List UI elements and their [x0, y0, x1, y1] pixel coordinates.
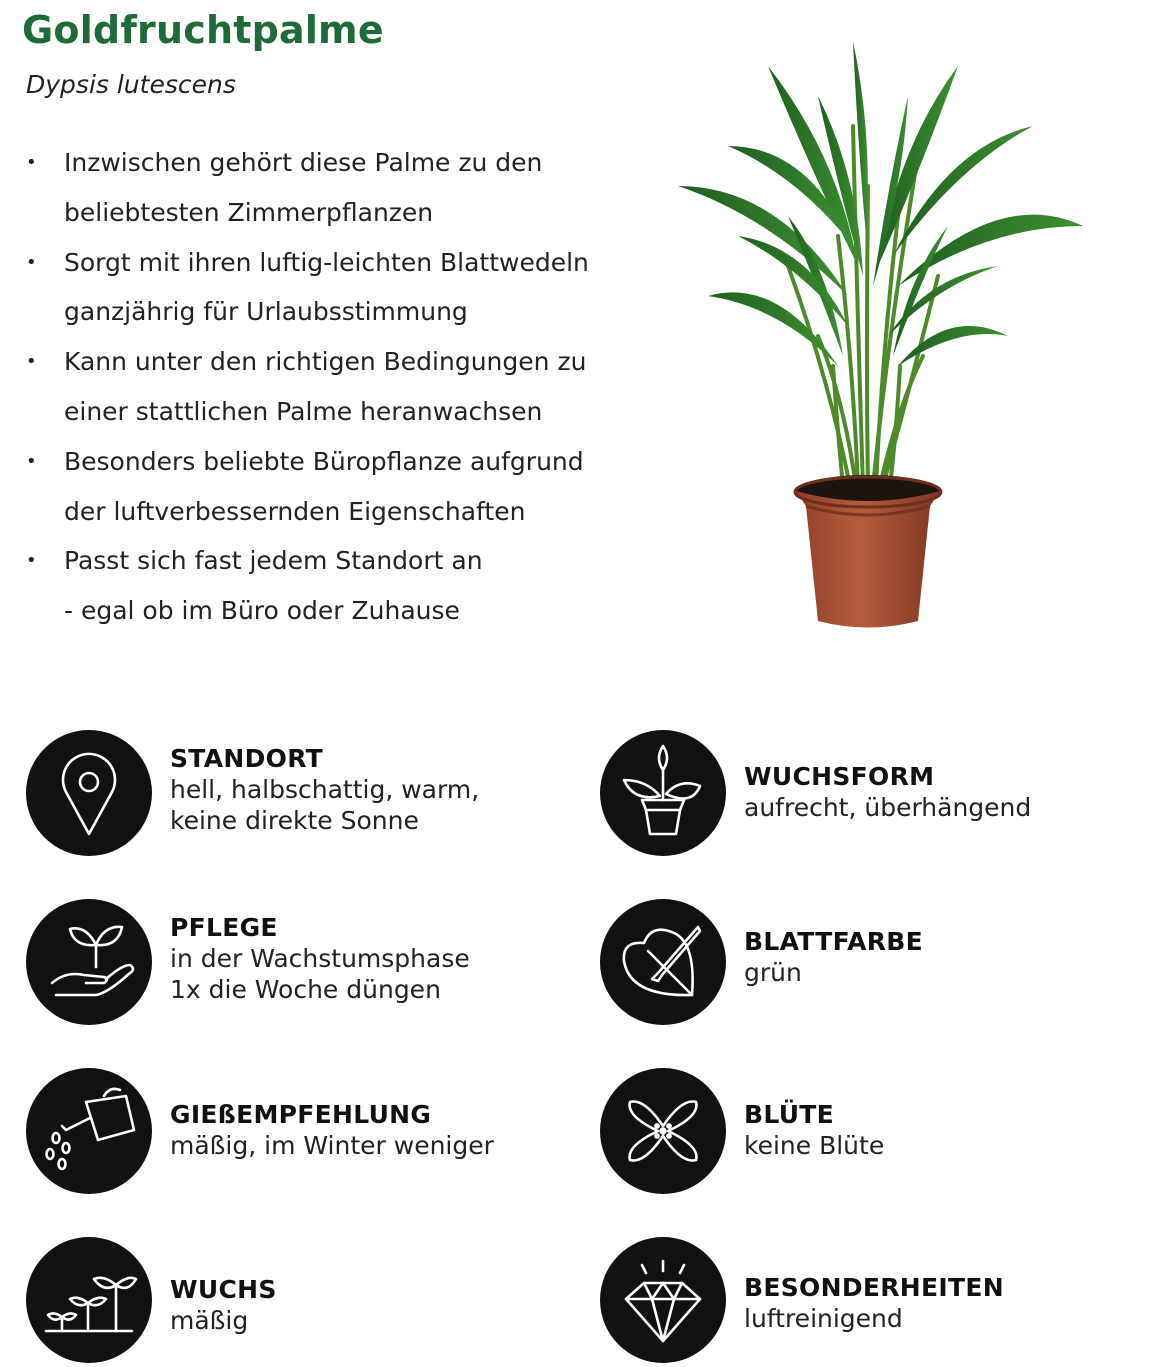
botanical-name: Dypsis lutescens [26, 70, 236, 99]
feature-besonderheiten [600, 1237, 1120, 1367]
location-pin-icon [26, 730, 152, 856]
bullet-line: Besonders beliebte Büropflanze aufgrund [64, 446, 584, 476]
product-title: Goldfruchtpalme [22, 8, 384, 52]
bullet-dot: • [26, 351, 37, 373]
feature-wuchs [26, 1237, 546, 1367]
bullet-line: der luftverbessernden Eigenschaften [64, 496, 526, 526]
bullet-dot: • [26, 550, 37, 572]
feature-desc: in der Wachstumsphase [170, 944, 470, 973]
bullet-line: Inzwischen gehört diese Palme zu den [64, 148, 543, 177]
bullet-item [24, 138, 644, 238]
feature-bluete [600, 1068, 1120, 1198]
growing-plants-icon [26, 1237, 152, 1363]
feature-desc: mäßig [170, 1306, 249, 1335]
feature-desc: luftreinigend [744, 1304, 903, 1333]
feature-desc: 1x die Woche düngen [170, 975, 441, 1004]
feature-giessen [26, 1068, 546, 1198]
watering-can-icon [26, 1068, 152, 1194]
diamond-icon [600, 1237, 726, 1363]
feature-title: BESONDERHEITEN [744, 1273, 1004, 1302]
bullet-item [24, 337, 644, 437]
feature-desc: hell, halbschattig, warm, [170, 775, 480, 804]
feature-title: WUCHSFORM [744, 762, 935, 791]
feature-title: PFLEGE [170, 913, 278, 942]
bullet-line: ganzjährig für Urlaubsstimmung [64, 297, 468, 327]
feature-title: BLATTFARBE [744, 927, 924, 956]
feature-bullet-list [24, 138, 644, 636]
bullet-line: einer stattlichen Palme heranwachsen [64, 396, 543, 426]
bullet-item [24, 536, 644, 636]
hand-sprout-icon [26, 899, 152, 1025]
feature-title: GIEßEMPFEHLUNG [170, 1100, 432, 1129]
bullet-dot: • [26, 152, 37, 173]
bullet-line: beliebtesten Zimmerpflanzen [64, 197, 434, 227]
feature-blattfarbe [600, 899, 1120, 1029]
leaf-brush-icon [600, 899, 726, 1025]
bullet-item [24, 238, 644, 338]
feature-desc: aufrecht, überhängend [744, 793, 1032, 822]
bullet-dot: • [26, 251, 37, 273]
feature-title: STANDORT [170, 744, 323, 773]
bullet-line: Kann unter den richtigen Bedingungen zu [64, 347, 587, 377]
feature-pflege [26, 899, 546, 1029]
feature-wuchsform [600, 730, 1120, 860]
flower-icon [600, 1068, 726, 1194]
bullet-dot: • [26, 450, 37, 472]
feature-desc: keine direkte Sonne [170, 806, 419, 835]
feature-desc: grün [744, 958, 802, 987]
bullet-item [24, 437, 644, 537]
feature-title: BLÜTE [744, 1100, 835, 1129]
bullet-line: Sorgt mit ihren luftig-leichten Blattwedeln [64, 247, 589, 277]
feature-desc: mäßig, im Winter weniger [170, 1131, 494, 1160]
feature-standort [26, 730, 546, 860]
feature-title: WUCHS [170, 1275, 277, 1304]
plant-photo [668, 36, 1098, 636]
bullet-line: Passt sich fast jedem Standort an [64, 546, 483, 576]
bullet-line: - egal ob im Büro oder Zuhause [64, 596, 460, 626]
feature-desc: keine Blüte [744, 1131, 885, 1160]
potted-plant-icon [600, 730, 726, 856]
